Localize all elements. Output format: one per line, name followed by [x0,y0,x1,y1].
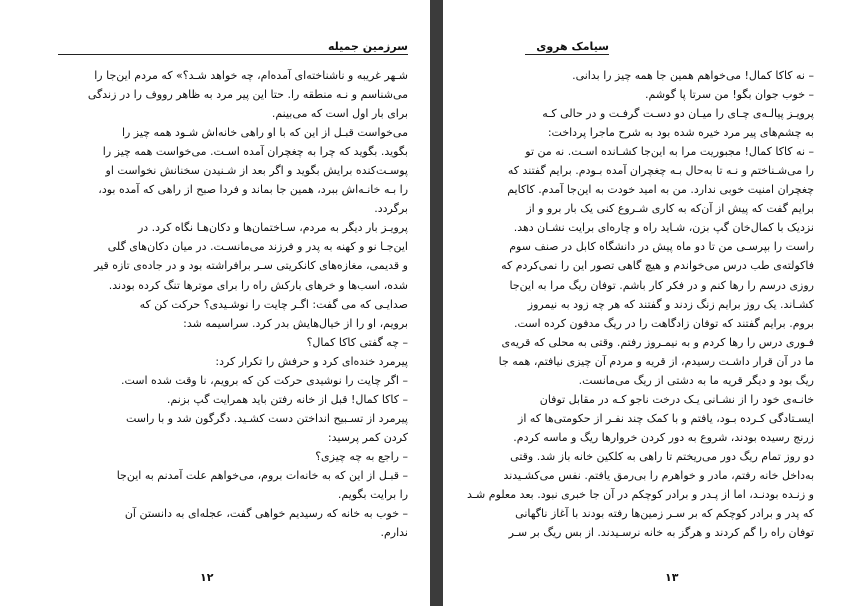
page-header: سیامک هروی [536,40,609,53]
text-line: می‌شناسم و نـه منطقه را. حتا این پیر مرد به ظاهر رووف را در زندگی [87,88,408,102]
text-line: برای بار اول است که می‌بینم. [271,107,408,121]
right-page [443,0,841,606]
text-line: کشـاند. یک روز برایم زنگ زدند و گفتند که هر چه زود به نیمروز [527,297,814,311]
header-rule [525,54,609,55]
text-line: به‌داخل خانه رفتم، مادر و خواهرم را بی‌رمق یافتم. نفس می‌کشـیدند [503,468,814,482]
text-line: – قبـل از این که به خانه‌ات بروم، می‌خواهم علت آمدنم به این‌جا [116,468,408,482]
text-line: شده، اسب‌ها و خرهای بارکش راه را برای موترها تنگ کرده بودند. [108,278,408,292]
text-line: به چشم‌های پیر مرد خیره شده بود به شرح ماجرا پرداخت: [547,126,814,140]
text-line: زرنج رسیده بودند، شروع به دور کردن خروارها ریگ و ماسه کردم. [513,430,814,444]
text-line: را برایت بگویم. [337,488,408,502]
text-line: – خوب جوان بگو! من سرتا پا گوشم. [645,88,814,102]
text-line: دو روز تمام ریگ دور می‌ریختم تا راهی به کلکین خانه باز شد. وقتی [510,449,814,463]
text-line: ما در آن قرار داشـت رسیدم، از قریه و مردم آن چیزی نیافتم، همه جا [498,354,814,368]
text-line: – چه گفتی کاکا کمال؟ [306,335,408,349]
text-line: پرویـز پیالـه‌ی چـای را میـان دو دسـت گرفـت و در حالی کـه [542,107,814,121]
page-number: ۱۲ [200,571,214,584]
text-line: می‌خواست قبـل از این که با او راهی خانه‌اش شـود همه چیز را [121,126,408,140]
page-header: سرزمین جمیله [328,40,408,53]
text-line: بروم. برایم گفتند که توفان زادگاهت را در ریگ مدفون کرده است. [513,316,814,330]
text-line: که پدر و برادر کوچکم که بر سـر زمین‌ها رفته بودند با آغاز ناگهانی [515,507,814,521]
text-line: برگردد. [374,202,408,216]
text-line: را بـه خانـه‌اش ببرد، همین جا بماند و فردا صبح از راهی که آمده بود، [98,183,408,197]
text-line: کردن کمر پرسید: [327,430,408,444]
text-line: خانـه‌ی خود را از نشـانی یـک درخت ناجو کـه در مقابل توفان [539,392,814,406]
text-line: ریگ بود و دیگر قریه ما به دشتی از ریگ می‌مانست. [578,373,814,387]
text-line: برایم گفت که پیش از آن‌که به کاری شـروع کنی یک بار برو و از [526,202,814,216]
text-line: شـهر غریبه و ناشناخته‌ای آمده‌ام، چه خواهد شـد؟» که مردم این‌جا را [94,69,408,82]
text-line: – کاکا کمال! قبل از خانه رفتن باید همرایت گپ بزنم. [166,392,408,406]
text-line: راست را بپرسـی من تا دو ماه پیش در دانشگاه کابل در صنف سوم [509,240,814,254]
text-line: چغچران امنیت خوبی ندارد. من به امید خودت به این‌جا آمدم. کاکایم [507,183,814,197]
text-line: – نه کاکا کمال! می‌خواهم همین جا همه چیز را بدانی. [572,69,814,82]
header-rule [58,54,408,55]
text-line: – نه کاکا کمال! مجبوریت مرا به این‌جا کشـانده اسـت. نه من تو [525,145,814,159]
text-line: نزدیک با کمال‌خان گپ بزن، شـاید راه و چاره‌ای برایت نشـان دهد. [513,221,814,235]
page-body [467,66,814,542]
text-line: روزی درسم را رها کنم و در فکر کار باشم. توفان ریگ مرا به این‌جا [509,278,814,292]
text-line: پیرمرد خنده‌ای کرد و حرفش را تکرار کرد: [215,354,408,368]
text-line: و قدیمی، مغازه‌های کانکریتی سـر برافراشته بود و در جاده‌ی تازه قیر [94,259,408,273]
page-body [58,66,408,542]
text-line: این‌جـا نو و کهنه به پدر و فرزند می‌مانسـت. در میان دکان‌های گلی [107,240,408,254]
text-line: و زنـده بودنـد، اما از پـدر و برادر کوچکم در آن جا خبری نبود. بعد معلوم شـد [467,488,814,502]
text-line: پوسـت‌کنده برایش بگوید و اگر بعد از شـنیدن سخنانش نخواست او [105,164,408,178]
text-line: بگوید. بگوید که چرا به چغچران آمده اسـت. می‌خواست همه چیز را [102,145,408,159]
text-line: را می‌شـناختم و نـه تا به‌حال بـه چغچران آمده بـودم. برایم گفتند که [507,164,814,178]
text-line: توفان راه را گم کردند و هرگز به خانه نرسـیدند. از بس ریگ بر سـر [508,526,814,540]
text-line: فاکولته‌ی طب درس می‌خواندم و هیچ گاهی تصور این را نمی‌کردم که [501,259,814,273]
text-line: – راجع به چه چیزی؟ [315,449,408,463]
text-line: – اگر چایت را نوشیدی حرکت کن که برویم، نا وقت شده است. [120,373,408,387]
text-line: ندارم. [380,526,408,540]
text-line: پرویـز بار دیگر به مردم، سـاختمان‌ها و دکان‌هـا نگاه کرد. در [137,221,408,235]
text-line: برویم، او را از خیال‌هایش بدر کرد. سراسیمه شد: [183,316,408,330]
text-line: فـوری درس را رها کردم و به نیمـروز رفتم. وقتی به محلی که قریه‌ی [501,335,814,349]
book-spine [430,0,443,606]
text-line: پیرمرد از تسـبیح انداختن دست کشـید. دگرگون شد و با راست [125,411,408,425]
text-line: ایسـتادگی کـرده بـود، یافتم و با کمک چند نفـر از حکومتی‌ها که از [518,411,814,425]
text-line: – خوب به خانه که رسیدیم خواهی گفت، عجله‌ای به دانستن آن [124,507,408,521]
text-line: صدایـی که می گفت: اگـر چایت را نوشـیدی؟ حرکت کن که [139,297,408,311]
page-number: ۱۳ [665,571,679,584]
